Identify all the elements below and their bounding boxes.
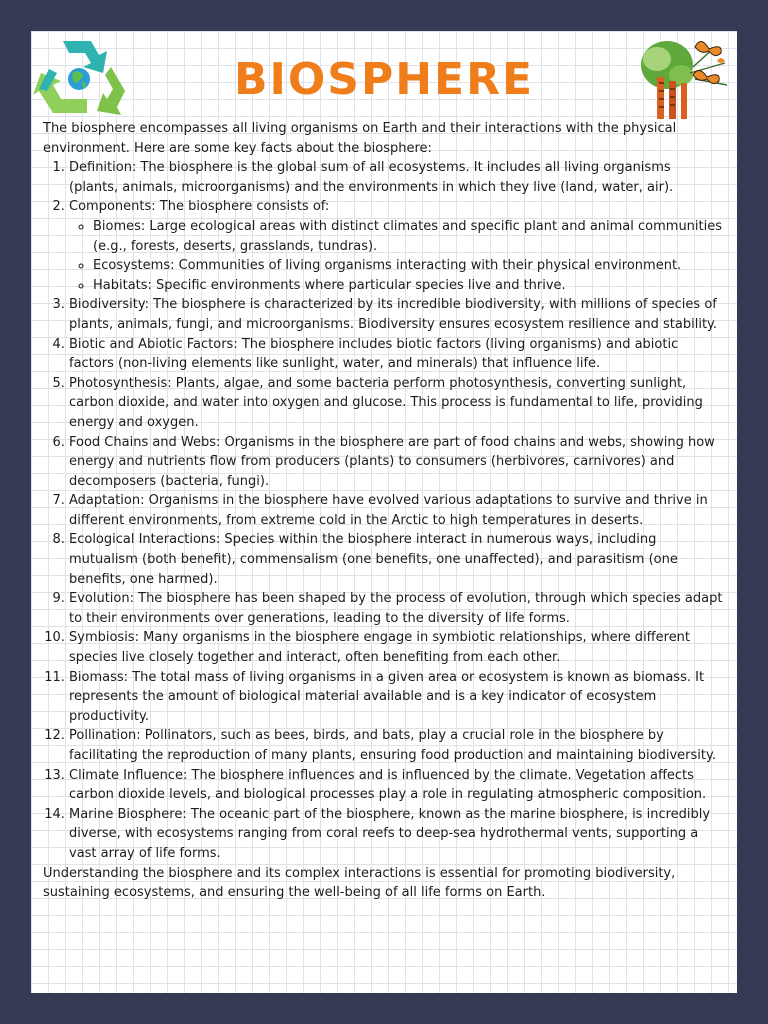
facts-list	[43, 158, 723, 863]
content	[43, 119, 723, 903]
sub-list-item: ◦ Biomes: Large ecological areas with distinct climates and specific plant and animal communities (e.g., forests, deserts, grasslands, tundras).	[93, 217, 723, 256]
list-item: 13. Climate Influence: The biosphere influences and is influenced by the climate. Vegetation affects carbon dioxide levels, and biological processes play a role in regulating atmospheric composition.	[69, 766, 723, 805]
sub-list-item: ◦ Habitats: Specific environments where particular species live and thrive.	[93, 276, 723, 296]
list-item: 8. Ecological Interactions: Species within the biosphere interact in numerous ways, including mutualism (both benefit), commensalism (one benefits, one unaffected), and parasitism (one benefits, one harmed).	[69, 530, 723, 589]
list-item-text: Components: The biosphere consists of:	[69, 199, 330, 215]
list-item: 5. Photosynthesis: Plants, algae, and some bacteria perform photosynthesis, converting sunlight, carbon dioxide, and water into oxygen and glucose. This process is fundamental to life, providing energy and oxygen.	[69, 374, 723, 433]
list-item: 12. Pollination: Pollinators, such as bees, birds, and bats, play a crucial role in the biosphere by facilitating the reproduction of many plants, ensuring food production and maintaining biodiversity.	[69, 726, 723, 765]
butterfly-plant-icon	[635, 33, 735, 121]
list-item	[69, 197, 723, 295]
page-title: BIOSPHERE	[233, 54, 535, 105]
components-list	[69, 217, 723, 295]
list-item: 11. Biomass: The total mass of living organisms in a given area or ecosystem is known as biomass. It represents the amount of biological material available and is a key indicator of ecosystem productivity.	[69, 668, 723, 727]
sub-list-item: ◦ Ecosystems: Communities of living organisms interacting with their physical environment.	[93, 256, 723, 276]
list-item: 14. Marine Biosphere: The oceanic part of the biosphere, known as the marine biosphere, is incredibly diverse, with ecosystems ranging from coral reefs to deep-sea hydrothermal vents, supporting a vast array of life forms.	[69, 805, 723, 864]
list-item: 1. Definition: The biosphere is the global sum of all ecosystems. It includes all living organisms (plants, animals, microorganisms) and the environments in which they live (land, water, air).	[69, 158, 723, 197]
list-item: 4. Biotic and Abiotic Factors: The biosphere includes biotic factors (living organisms) and abiotic factors (non-living elements like sunlight, water, and minerals) that influence life.	[69, 335, 723, 374]
page-sheet	[31, 31, 737, 993]
list-item: 3. Biodiversity: The biosphere is characterized by its incredible biodiversity, with millions of species of plants, animals, fungi, and microorganisms. Biodiversity ensures ecosystem resilience and stability.	[69, 295, 723, 334]
list-item: 10. Symbiosis: Many organisms in the biosphere engage in symbiotic relationships, where different species live closely together and interact, often benefiting from each other.	[69, 628, 723, 667]
conclusion-paragraph: Understanding the biosphere and its complex interactions is essential for promoting biodiversity, sustaining ecosystems, and ensuring the well-being of all life forms on Earth.	[43, 865, 676, 901]
list-item: 7. Adaptation: Organisms in the biosphere have evolved various adaptations to survive and thrive in different environments, from extreme cold in the Arctic to high temperatures in deserts.	[69, 491, 723, 530]
list-item: 6. Food Chains and Webs: Organisms in the biosphere are part of food chains and webs, showing how energy and nutrients flow from producers (plants) to consumers (herbivores, carnivores) and decomposers (bacteria, fungi).	[69, 433, 723, 492]
intro-paragraph: The biosphere encompasses all living organisms on Earth and their interactions with the physical environment. Here are some key facts about the biosphere:	[43, 121, 677, 156]
list-item: 9. Evolution: The biosphere has been shaped by the process of evolution, through which species adapt to their environments over generations, leading to the diversity of life forms.	[69, 589, 723, 628]
